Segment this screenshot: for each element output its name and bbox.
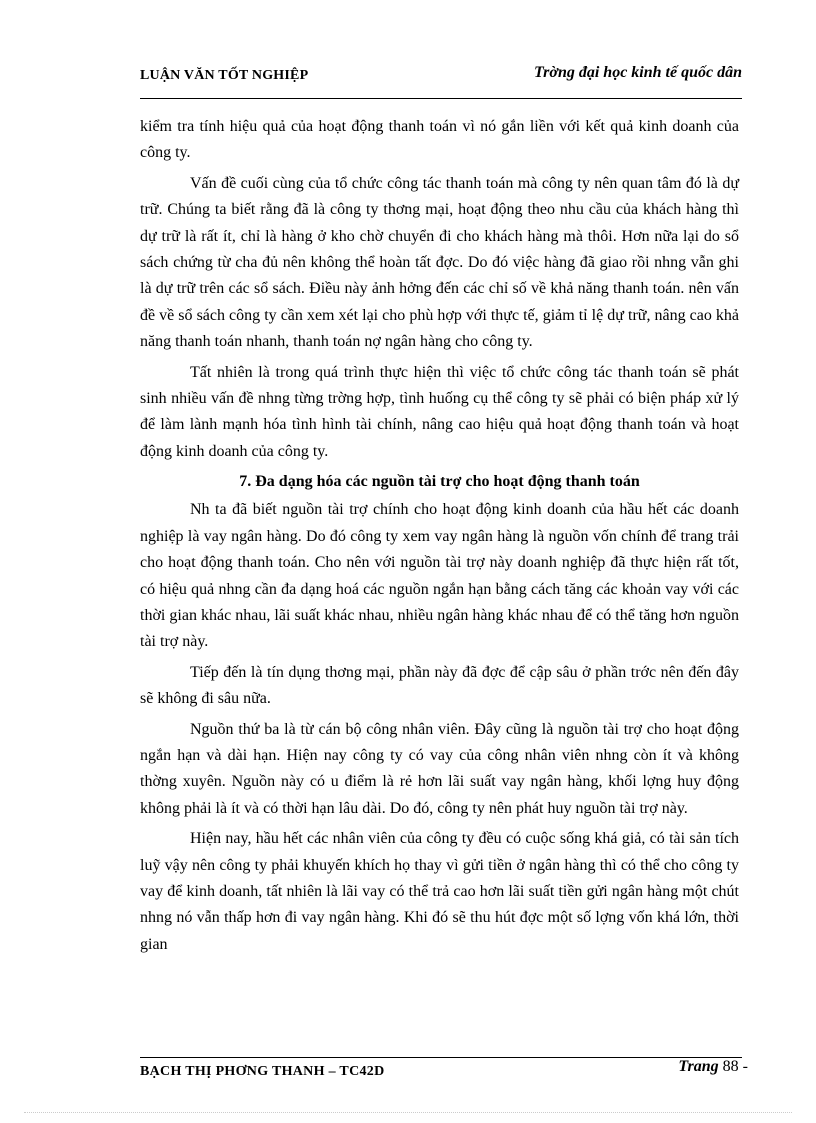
- paragraph-7: Hiện nay, hầu hết các nhân viên của công ty đều có cuộc sống khá giả, có tài sản tích luỹ vậy nên công ty phải khuyến khích họ thay vì gửi tiền ở ngân hàng thì có thể cho công ty vay để kinh doanh, tất nhiên là lãi vay có thể trả cao hơn lãi suất tiền gửi ngân hàng một chút nhng nó vẫn thấp hơn đi vay ngân hàng. Khi đó sẽ thu hút đợc một số lợng vốn khá lớn, thời gian: [140, 830, 739, 953]
- section-heading: 7. Đa dạng hóa các nguồn tài trợ cho hoạt động thanh toán: [239, 473, 640, 491]
- footer-page-info: [678, 1058, 748, 1076]
- footer-page-number: 88 -: [722, 1058, 748, 1075]
- footer-rule: [140, 1057, 742, 1058]
- paragraph-4: Nh ta đã biết nguồn tài trợ chính cho hoạt động kinh doanh của hầu hết các doanh nghiệp là vay ngân hàng. Do đó công ty xem vay ngân hàng là nguồn vốn chính để trang trải cho hoạt động thanh toán. Cho nên với nguồn tài trợ này doanh nghiệp đã thực hiện rất tốt, có hiệu quả nhng cần đa dạng hoá các nguồn ngắn hạn bằng cách tăng các khoản vay với các thời gian khác nhau, lãi suất khác nhau, nhiều ngân hàng khác nhau để có thể tăng hơn nguồn tài trợ này.: [140, 501, 739, 651]
- page-body: [140, 114, 739, 962]
- page-edge-divider: [24, 1112, 792, 1113]
- footer-page-label: Trang: [678, 1058, 719, 1075]
- paragraph-2: Vấn đề cuối cùng của tổ chức công tác thanh toán mà công ty nên quan tâm đó là dự trữ. Chúng ta biết rằng đã là công ty thơng mại, hoạt động theo nhu cầu của khách hàng thì dự trữ là rất ít, chỉ là hàng ở kho chờ chuyển đi cho khách hàng mà thôi. Hơn nữa lại do sổ sách chứng từ cha đủ nên không thể hoàn tất đợc. Do đó việc hàng đã giao rồi nhng vẫn ghi là dự trữ trên các sổ sách. Điều này ảnh hởng đến các chỉ số về khả năng thanh toán. nên vấn đề về sổ sách công ty cần xem xét lại cho phù hợp với thực tế, giảm tỉ lệ dự trữ, nâng cao khả năng thanh toán nhanh, thanh toán nợ ngân hàng cho công ty.: [140, 174, 739, 351]
- paragraph-6: Nguồn thứ ba là từ cán bộ công nhân viên. Đây cũng là nguồn tài trợ cho hoạt động ngắn hạn và dài hạn. Hiện nay công ty có vay của công nhân viên nhng còn ít và không thờng xuyên. Nguồn này có u điểm là rẻ hơn lãi suất vay ngân hàng, khối lợng huy động không phải là ít và có thời hạn lâu dài. Do đó, công ty nên phát huy nguồn tài trợ này.: [140, 720, 739, 817]
- header-rule: [140, 98, 742, 99]
- header-university-name: Trờng đại học kinh tế quốc dân: [533, 64, 742, 81]
- paragraph-5: Tiếp đến là tín dụng thơng mại, phần này đã đợc để cập sâu ở phần trớc nên đến đây sẽ không đi sâu nữa.: [140, 663, 739, 708]
- paragraph-3: Tất nhiên là trong quá trình thực hiện thì việc tổ chức công tác thanh toán sẽ phát sinh nhiều vấn đề nhng từng trờng hợp, tình huống cụ thể công ty sẽ phải có biện pháp xử lý để làm lành mạnh hóa tình hình tài chính, nâng cao hiệu quả hoạt động thanh toán và hoạt động kinh doanh của công ty.: [140, 363, 739, 460]
- page-header: [140, 62, 742, 90]
- header-thesis-label: LUẬN VĂN TỐT NGHIỆP: [140, 68, 309, 83]
- paragraph-1: kiểm tra tính hiệu quả của hoạt động thanh toán vì nó gắn liền với kết quả kinh doanh của công ty.: [140, 118, 739, 162]
- footer-author: BẠCH THỊ PHƠNG THANH – TC42D: [140, 1064, 385, 1079]
